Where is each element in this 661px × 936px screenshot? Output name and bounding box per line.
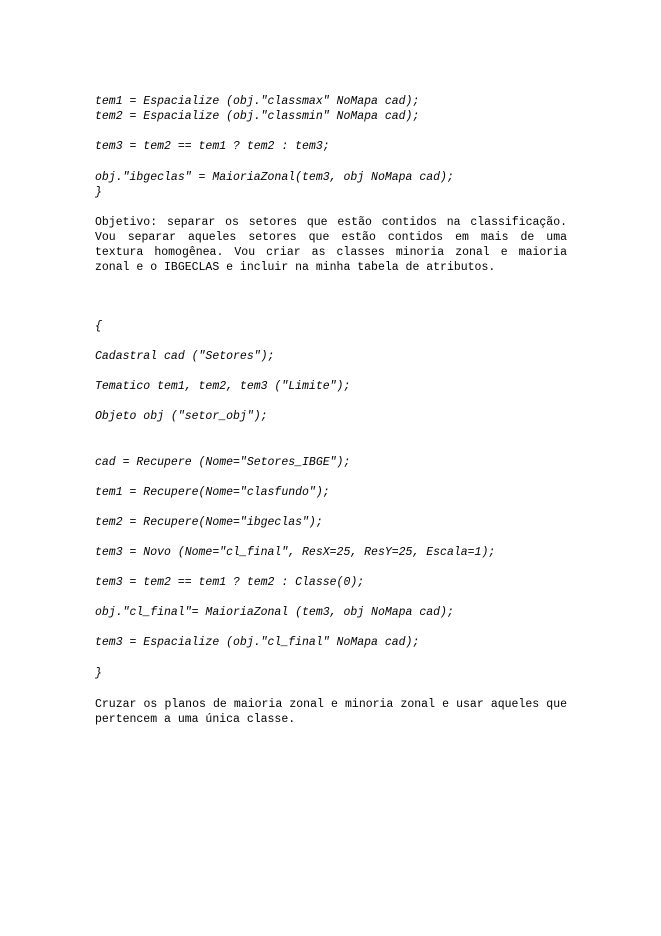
code-line-objeto: Objeto obj ("setor_obj"); bbox=[95, 410, 268, 423]
code-line-maioria-zonal: obj."cl_final"= MaioriaZonal (tem3, obj NoMapa cad); bbox=[95, 606, 454, 619]
code-line-tem3: tem3 = tem2 == tem1 ? tem2 : tem3; bbox=[95, 140, 330, 153]
code-line-tem2-recupere: tem2 = Recupere(Nome="ibgeclas"); bbox=[95, 516, 323, 529]
conclusion-paragraph: Cruzar os planos de maioria zonal e minoria zonal e usar aqueles que pertencem a uma única classe. bbox=[95, 698, 567, 726]
code-line-espacialize: tem3 = Espacialize (obj."cl_final" NoMapa cad); bbox=[95, 636, 420, 649]
code-line-cadastral: Cadastral cad ("Setores"); bbox=[95, 350, 275, 363]
code-line-tem3-novo: tem3 = Novo (Nome="cl_final", ResX=25, ResY=25, Escala=1); bbox=[95, 546, 496, 559]
code-line-tematico: Tematico tem1, tem2, tem3 ("Limite"); bbox=[95, 380, 351, 393]
code-line-ibgeclas: obj."ibgeclas" = MaioriaZonal(tem3, obj NoMapa cad); bbox=[95, 171, 454, 184]
code-line-tem3-compare: tem3 = tem2 == tem1 ? tem2 : Classe(0); bbox=[95, 576, 365, 589]
code-block-close: } bbox=[95, 186, 102, 199]
code-line-tem2: tem2 = Espacialize (obj."classmin" NoMapa cad); bbox=[95, 110, 420, 123]
code-line-tem1: tem1 = Espacialize (obj."classmax" NoMapa cad); bbox=[95, 95, 420, 108]
code-line-tem1-recupere: tem1 = Recupere(Nome="clasfundo"); bbox=[95, 486, 330, 499]
code-block-close-2: } bbox=[95, 667, 102, 680]
code-block-open: { bbox=[95, 320, 102, 333]
code-line-cad-recupere: cad = Recupere (Nome="Setores_IBGE"); bbox=[95, 456, 351, 469]
objective-paragraph: Objetivo: separar os setores que estão contidos na classificação. Vou separar aqueles setores que estão contidos em mais de uma textura homogênea. Vou criar as classes minoria zonal e maioria zonal e o IBGECLAS e incluir na minha tabela de atributos. bbox=[95, 216, 567, 274]
